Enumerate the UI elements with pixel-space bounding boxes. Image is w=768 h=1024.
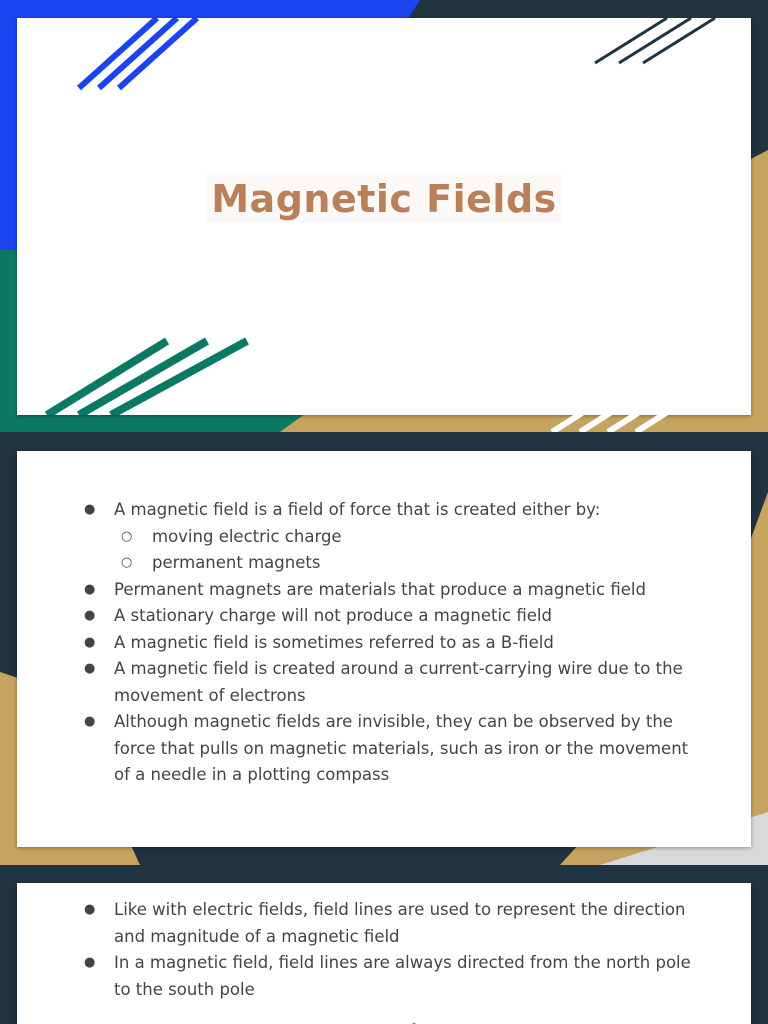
bullet-list [17, 897, 751, 1003]
title-slide [0, 0, 768, 432]
bullet-item [17, 497, 751, 524]
title-card [17, 18, 751, 415]
content-slide-2 [0, 865, 768, 1024]
bullet-list [17, 497, 751, 789]
sub-bullet-text: moving electric charge [152, 526, 342, 546]
magnetic-field-diagram [377, 1017, 457, 1024]
bullet-text: Permanent magnets are materials that produce a magnetic field [114, 579, 646, 599]
bullet-text: A magnetic field is created around a current-carrying wire due to the movement of electrons [114, 659, 683, 705]
bullet-item [17, 709, 751, 789]
content-slide-1 [0, 432, 768, 865]
bullet-item [17, 630, 751, 657]
bullet-text: A magnetic field is a field of force that is created either by: [114, 500, 601, 519]
bullet-item [17, 897, 751, 950]
sub-bullet-text: permanent magnets [152, 553, 321, 572]
content-card-2 [17, 883, 751, 1024]
bullet-item [17, 656, 751, 709]
bullet-item [17, 950, 751, 1003]
bullet-text: Like with electric fields, field lines are used to represent the direction and magnitude of a magnetic field [114, 900, 686, 946]
slide-title-wrap [17, 175, 751, 223]
bullet-text: A stationary charge will not produce a magnetic field [114, 606, 552, 625]
bullet-item [17, 603, 751, 630]
bullet-text: Although magnetic fields are invisible, they can be observed by the force that pulls on magnetic materials, such as iron or the movement of a needle in a plotting compass [114, 712, 689, 784]
bullet-text: A magnetic field is sometimes referred to as a B-field [114, 632, 554, 652]
sub-bullet-item [17, 524, 751, 551]
slide-title: Magnetic Fields [205, 175, 563, 223]
content-card-1 [17, 451, 751, 847]
sub-bullet-item [17, 550, 751, 577]
bullet-item [17, 577, 751, 604]
bullet-text: In a magnetic field, field lines are always directed from the north pole to the south pole [114, 953, 691, 999]
